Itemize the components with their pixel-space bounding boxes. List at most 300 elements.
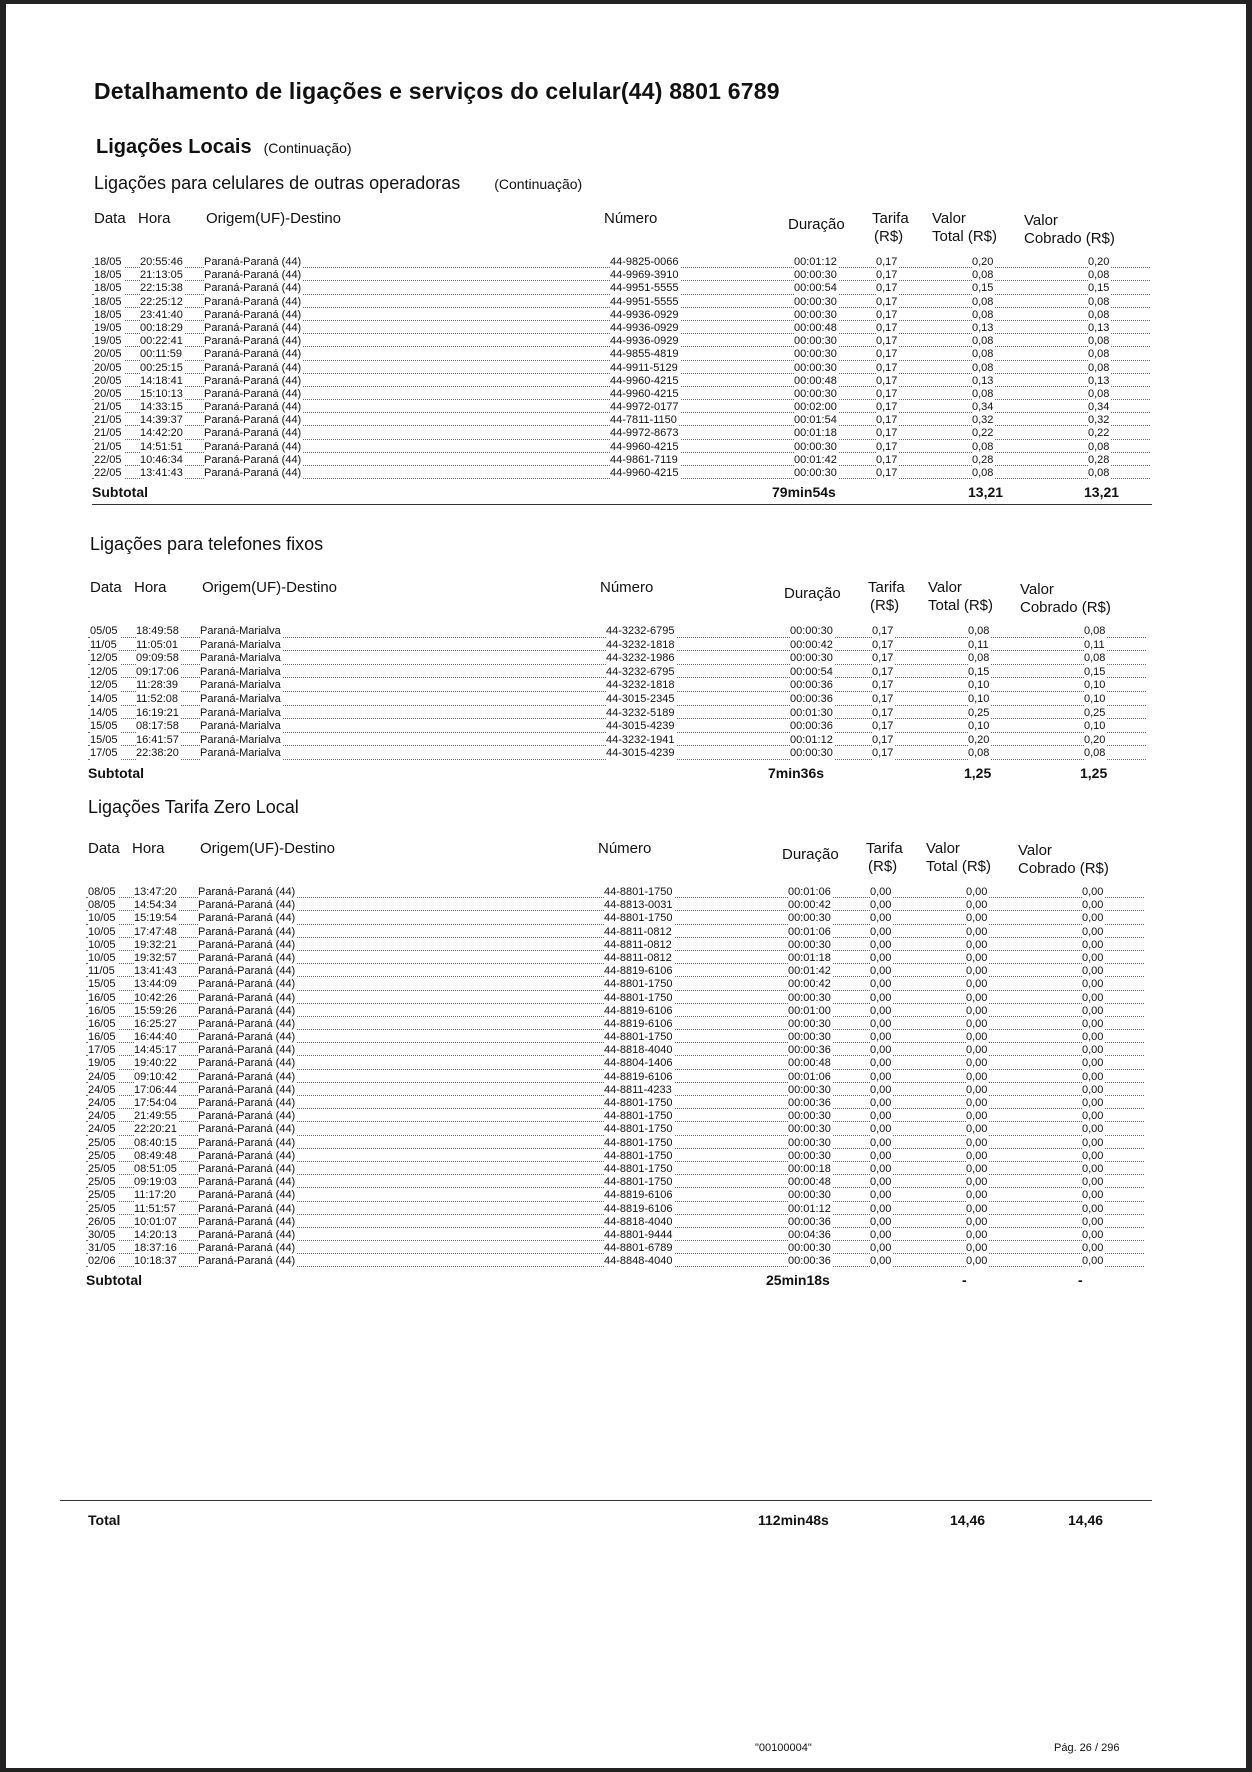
cell-rate: 0,17	[876, 282, 898, 295]
cell-rate: 0,17	[872, 652, 894, 665]
cell-total: 0,00	[966, 1136, 988, 1149]
cell-time: 11:51:57	[134, 1202, 177, 1215]
call-row	[86, 1242, 1166, 1255]
cell-rate: 0,00	[870, 925, 892, 938]
cell-route: Paraná-Paraná (44)	[204, 427, 302, 440]
cell-route: Paraná-Paraná (44)	[198, 978, 296, 991]
cell-total: 0,08	[972, 361, 994, 374]
cell-date: 17/05	[90, 747, 118, 760]
cell-number: 44-9960-4215	[610, 467, 679, 479]
cell-time: 09:10:42	[134, 1070, 177, 1083]
cell-charged: 0,08	[1088, 269, 1110, 282]
column-header: Cobrado (R$)	[1024, 230, 1115, 247]
subtotal-label: Subtotal	[92, 484, 148, 501]
cell-charged: 0,08	[1088, 348, 1110, 361]
cell-number: 44-9861-7119	[610, 453, 678, 466]
cell-charged: 0,00	[1082, 1004, 1104, 1017]
cell-rate: 0,00	[870, 1228, 892, 1241]
cell-total: 0,00	[966, 1031, 988, 1044]
cell-date: 10/05	[88, 912, 116, 925]
call-row	[86, 1031, 1166, 1044]
column-header: Valor	[1024, 212, 1058, 229]
cell-rate: 0,17	[872, 706, 894, 719]
cell-number: 44-8801-1750	[604, 978, 673, 991]
group-title	[88, 797, 299, 818]
call-row	[86, 1229, 1166, 1242]
cell-number: 44-8801-1750	[604, 912, 673, 925]
cell-charged: 0,00	[1082, 1189, 1104, 1202]
cell-charged: 0,00	[1082, 912, 1104, 925]
cell-duration: 00:00:36	[790, 720, 833, 733]
cell-total: 0,10	[968, 679, 990, 692]
call-row	[88, 707, 1168, 721]
cell-time: 19:32:57	[134, 951, 177, 964]
cell-duration: 00:01:18	[788, 951, 831, 964]
cell-date: 15/05	[90, 720, 118, 733]
cell-route: Paraná-Paraná (44)	[198, 1110, 296, 1123]
cell-time: 16:25:27	[134, 1017, 177, 1030]
cell-duration: 00:00:36	[788, 1097, 831, 1109]
cell-time: 14:51:51	[140, 440, 183, 453]
cell-charged: 0,13	[1088, 374, 1110, 387]
cell-charged: 0,00	[1082, 1097, 1104, 1109]
cell-date: 25/05	[88, 1162, 116, 1175]
total-charged: 14,46	[1068, 1512, 1104, 1528]
cell-charged: 0,08	[1088, 295, 1110, 308]
call-row	[86, 1110, 1166, 1123]
cell-charged: 0,00	[1082, 1044, 1104, 1057]
cell-total: 0,13	[972, 321, 994, 334]
cell-time: 19:32:21	[134, 938, 177, 951]
cell-rate: 0,00	[870, 1255, 892, 1268]
cell-rate: 0,17	[872, 747, 894, 760]
cell-time: 08:49:48	[134, 1149, 177, 1162]
cell-charged: 0,00	[1082, 899, 1104, 912]
cell-date: 10/05	[88, 925, 116, 938]
cell-duration: 00:00:30	[788, 1242, 831, 1255]
cell-time: 09:17:06	[136, 665, 179, 678]
call-row	[88, 639, 1168, 653]
cell-rate: 0,17	[872, 720, 894, 733]
cell-duration: 00:00:36	[790, 679, 833, 692]
cell-number: 44-9855-4819	[610, 348, 679, 361]
cell-number: 44-9951-5555	[610, 282, 679, 295]
cell-time: 17:47:48	[134, 925, 177, 938]
cell-number: 44-8818-4040	[604, 1215, 673, 1228]
cell-total: 0,00	[966, 1189, 988, 1202]
cell-time: 14:18:41	[140, 374, 183, 387]
column-header: Data	[90, 579, 122, 596]
call-table	[92, 210, 1172, 505]
call-row	[86, 886, 1166, 899]
cell-route: Paraná-Marialva	[200, 733, 281, 746]
cell-total: 0,00	[966, 1255, 988, 1268]
cell-time: 08:17:58	[136, 720, 179, 733]
cell-route: Paraná-Paraná (44)	[198, 965, 296, 978]
cell-charged: 0,00	[1082, 1083, 1104, 1096]
call-row	[88, 679, 1168, 693]
cell-total: 0,08	[968, 652, 990, 665]
cell-total: 0,08	[972, 269, 994, 282]
call-row	[86, 1137, 1166, 1150]
cell-date: 10/05	[88, 951, 116, 964]
cell-date: 02/06	[88, 1255, 116, 1268]
column-header: Data	[94, 210, 126, 227]
cell-time: 19:40:22	[134, 1057, 177, 1070]
cell-date: 05/05	[90, 625, 118, 637]
cell-number: 44-3232-1818	[606, 638, 675, 651]
cell-charged: 0,00	[1082, 1070, 1104, 1083]
cell-charged: 0,00	[1082, 978, 1104, 991]
cell-route: Paraná-Paraná (44)	[204, 440, 302, 453]
cell-rate: 0,00	[870, 1202, 892, 1215]
cell-date: 20/05	[94, 348, 122, 361]
subtotal-duration: 7min36s	[768, 764, 825, 781]
cell-total: 0,00	[966, 1044, 988, 1057]
cell-number: 44-8801-6789	[604, 1242, 673, 1255]
cell-duration: 00:00:54	[790, 665, 833, 678]
cell-route: Paraná-Paraná (44)	[198, 1255, 296, 1268]
cell-date: 21/05	[94, 427, 122, 440]
cell-date: 14/05	[90, 692, 118, 705]
cell-duration: 00:00:30	[790, 652, 833, 665]
cell-time: 22:20:21	[134, 1123, 177, 1136]
column-header: Data	[88, 840, 120, 857]
cell-total: 0,34	[972, 401, 994, 414]
cell-number: 44-9936-0929	[610, 308, 679, 321]
cell-duration: 00:00:48	[788, 1176, 831, 1189]
cell-number: 44-8801-1750	[604, 1031, 673, 1044]
cell-charged: 0,32	[1088, 414, 1110, 427]
column-header: Total (R$)	[926, 858, 992, 875]
column-header: Número	[598, 840, 652, 857]
cell-date: 10/05	[88, 938, 116, 951]
column-header: Hora	[134, 579, 167, 596]
column-header: Valor	[1018, 842, 1052, 859]
cell-number: 44-9972-0177	[610, 401, 679, 414]
cell-charged: 0,08	[1088, 440, 1110, 453]
cell-rate: 0,00	[870, 1176, 892, 1189]
column-header: Tarifa	[872, 210, 909, 227]
cell-rate: 0,17	[876, 387, 898, 400]
group-title-text: Ligações para telefones fixos	[90, 534, 324, 554]
cell-date: 08/05	[88, 886, 116, 898]
cell-date: 15/05	[90, 733, 118, 746]
cell-route: Paraná-Paraná (44)	[198, 951, 296, 964]
cell-charged: 0,20	[1088, 256, 1110, 268]
cell-duration: 00:01:06	[788, 886, 831, 898]
cell-number: 44-8811-0812	[604, 951, 672, 964]
cell-number: 44-8801-1750	[604, 1176, 673, 1189]
cell-charged: 0,15	[1088, 282, 1110, 295]
cell-date: 11/05	[88, 965, 115, 978]
cell-total: 0,00	[966, 1242, 988, 1255]
cell-duration: 00:04:36	[788, 1228, 831, 1241]
column-header: (R$)	[870, 597, 900, 614]
cell-time: 18:37:16	[134, 1242, 177, 1255]
cell-date: 22/05	[94, 453, 122, 466]
cell-date: 26/05	[88, 1215, 116, 1228]
cell-time: 16:41:57	[136, 733, 179, 746]
cell-rate: 0,00	[870, 1017, 892, 1030]
cell-date: 16/05	[88, 1017, 116, 1030]
call-row	[92, 454, 1172, 467]
cell-time: 20:55:46	[140, 256, 183, 268]
subtotal-label: Subtotal	[88, 764, 144, 781]
cell-number: 44-8801-1750	[604, 1149, 673, 1162]
cell-number: 44-8801-1750	[604, 1162, 673, 1175]
cell-date: 12/05	[90, 679, 118, 692]
cell-charged: 0,10	[1084, 692, 1106, 705]
cell-total: 0,10	[968, 692, 990, 705]
cell-total: 0,08	[972, 295, 994, 308]
cell-charged: 0,00	[1082, 1202, 1104, 1215]
cell-number: 44-8801-1750	[604, 886, 673, 898]
cell-charged: 0,00	[1082, 1110, 1104, 1123]
cell-charged: 0,10	[1084, 720, 1106, 733]
cell-route: Paraná-Paraná (44)	[198, 1031, 296, 1044]
call-row	[86, 899, 1166, 912]
subtotal-total: 1,25	[964, 764, 992, 781]
cell-date: 24/05	[88, 1083, 116, 1096]
cell-total: 0,00	[966, 1097, 988, 1109]
cell-time: 14:42:20	[140, 427, 183, 440]
call-row	[92, 296, 1172, 309]
cell-number: 44-8819-6106	[604, 1004, 673, 1017]
cell-time: 11:17:20	[134, 1189, 177, 1202]
cell-total: 0,08	[968, 625, 990, 637]
cell-duration: 00:00:48	[794, 374, 837, 387]
cell-route: Paraná-Paraná (44)	[198, 1004, 296, 1017]
cell-time: 08:40:15	[134, 1136, 177, 1149]
cell-duration: 00:01:30	[790, 706, 833, 719]
cell-number: 44-9960-4215	[610, 387, 679, 400]
cell-date: 25/05	[88, 1149, 116, 1162]
cell-date: 17/05	[88, 1044, 116, 1057]
column-header: Total (R$)	[928, 597, 994, 614]
cell-total: 0,00	[966, 1202, 988, 1215]
cell-time: 11:52:08	[136, 692, 179, 705]
cell-duration: 00:00:48	[794, 321, 837, 334]
cell-number: 44-3015-2345	[606, 692, 675, 705]
cell-number: 44-3232-5189	[606, 706, 675, 719]
cell-total: 0,32	[972, 414, 994, 427]
cell-total: 0,00	[966, 1083, 988, 1096]
column-header: Número	[604, 210, 658, 227]
cell-route: Paraná-Paraná (44)	[198, 938, 296, 951]
call-row	[86, 939, 1166, 952]
cell-total: 0,15	[972, 282, 994, 295]
cell-total: 0,00	[966, 1110, 988, 1123]
cell-time: 14:39:37	[140, 414, 183, 427]
call-row	[86, 1018, 1166, 1031]
cell-total: 0,15	[968, 665, 990, 678]
column-header: Valor	[926, 840, 960, 857]
cell-total: 0,00	[966, 1162, 988, 1175]
column-header: Hora	[132, 840, 165, 857]
cell-duration: 00:00:30	[788, 1031, 831, 1044]
cell-duration: 00:01:00	[788, 1004, 831, 1017]
cell-number: 44-3015-4239	[606, 720, 675, 733]
cell-rate: 0,17	[876, 348, 898, 361]
cell-duration: 00:00:48	[788, 1057, 831, 1070]
cell-time: 14:45:17	[134, 1044, 177, 1057]
subtotal-row	[88, 761, 1168, 783]
call-row	[88, 666, 1168, 680]
column-header: Valor	[932, 210, 966, 227]
cell-date: 18/05	[94, 295, 122, 308]
cell-route: Paraná-Marialva	[200, 720, 281, 733]
cell-rate: 0,17	[876, 453, 898, 466]
cell-total: 0,00	[966, 978, 988, 991]
cell-route: Paraná-Paraná (44)	[198, 912, 296, 925]
subtotal-row	[92, 480, 1172, 502]
cell-time: 17:06:44	[134, 1083, 177, 1096]
cell-time: 21:49:55	[134, 1110, 177, 1123]
call-row	[92, 388, 1172, 401]
subtotal-charged: 13,21	[1084, 484, 1120, 501]
cell-route: Paraná-Paraná (44)	[198, 886, 296, 898]
cell-total: 0,08	[972, 348, 994, 361]
cell-number: 44-9936-0929	[610, 335, 679, 348]
cell-number: 44-8848-4040	[604, 1255, 673, 1268]
cell-duration: 00:00:30	[788, 938, 831, 951]
cell-date: 12/05	[90, 652, 118, 665]
column-header: Número	[600, 579, 654, 596]
cell-route: Paraná-Paraná (44)	[204, 295, 302, 308]
call-row	[92, 362, 1172, 375]
cell-rate: 0,17	[872, 638, 894, 651]
cell-date: 12/05	[90, 665, 118, 678]
cell-number: 44-8804-1406	[604, 1057, 673, 1070]
total-rule	[60, 1500, 1152, 1501]
cell-rate: 0,17	[876, 414, 898, 427]
cell-date: 16/05	[88, 991, 116, 1004]
column-header: Duração	[782, 846, 839, 863]
cell-time: 13:41:43	[134, 965, 177, 978]
cell-route: Paraná-Paraná (44)	[204, 321, 302, 334]
column-header: Duração	[784, 585, 841, 602]
cell-date: 24/05	[88, 1070, 116, 1083]
cell-duration: 00:01:54	[794, 414, 837, 427]
cell-rate: 0,17	[872, 692, 894, 705]
call-row	[88, 693, 1168, 707]
cell-charged: 0,00	[1082, 1149, 1104, 1162]
call-row	[92, 375, 1172, 388]
cell-rate: 0,00	[870, 1004, 892, 1017]
cell-total: 0,20	[968, 733, 990, 746]
cell-rate: 0,00	[870, 1242, 892, 1255]
cell-time: 10:46:34	[140, 453, 183, 466]
cell-route: Paraná-Paraná (44)	[204, 348, 302, 361]
cell-charged: 0,25	[1084, 706, 1106, 719]
cell-date: 24/05	[88, 1123, 116, 1136]
cell-charged: 0,00	[1082, 1017, 1104, 1030]
cell-number: 44-3232-6795	[606, 625, 675, 637]
cell-charged: 0,00	[1082, 938, 1104, 951]
cell-rate: 0,00	[870, 1123, 892, 1136]
cell-rate: 0,00	[870, 1057, 892, 1070]
cell-total: 0,22	[972, 427, 994, 440]
cell-duration: 00:01:06	[788, 925, 831, 938]
cell-route: Paraná-Paraná (44)	[198, 1083, 296, 1096]
cell-route: Paraná-Paraná (44)	[198, 1123, 296, 1136]
cell-duration: 00:00:30	[794, 308, 837, 321]
cell-date: 30/05	[88, 1228, 116, 1241]
call-row	[86, 1057, 1166, 1070]
total-label: Total	[88, 1512, 121, 1528]
cell-time: 23:41:40	[140, 308, 183, 321]
section-note: (Continuação)	[263, 140, 352, 156]
cell-date: 15/05	[88, 978, 116, 991]
cell-duration: 00:00:36	[790, 692, 833, 705]
cell-date: 21/05	[94, 401, 122, 414]
cell-time: 18:49:58	[136, 625, 179, 637]
cell-route: Paraná-Paraná (44)	[204, 282, 302, 295]
call-row	[86, 1255, 1166, 1268]
column-headers	[88, 579, 1168, 625]
cell-route: Paraná-Paraná (44)	[198, 1228, 296, 1241]
cell-charged: 0,15	[1084, 665, 1106, 678]
cell-charged: 0,08	[1084, 747, 1106, 760]
cell-number: 44-3232-1818	[606, 679, 675, 692]
cell-number: 44-8801-9444	[604, 1228, 673, 1241]
cell-number: 44-8801-1750	[604, 1097, 673, 1109]
cell-route: Paraná-Paraná (44)	[198, 1189, 296, 1202]
subtotal-row	[86, 1268, 1166, 1290]
cell-duration: 00:01:06	[788, 1070, 831, 1083]
cell-number: 44-8818-4040	[604, 1044, 673, 1057]
cell-route: Paraná-Paraná (44)	[198, 991, 296, 1004]
cell-charged: 0,34	[1088, 401, 1110, 414]
cell-route: Paraná-Paraná (44)	[198, 1017, 296, 1030]
cell-number: 44-9972-8673	[610, 427, 679, 440]
cell-route: Paraná-Paraná (44)	[198, 1215, 296, 1228]
cell-number: 44-8801-1750	[604, 991, 673, 1004]
call-row	[86, 1163, 1166, 1176]
cell-time: 22:38:20	[136, 747, 179, 760]
cell-total: 0,13	[972, 374, 994, 387]
cell-duration: 00:00:30	[788, 1083, 831, 1096]
cell-time: 17:54:04	[134, 1097, 177, 1109]
cell-number: 44-9936-0929	[610, 321, 679, 334]
cell-date: 21/05	[94, 440, 122, 453]
cell-charged: 0,10	[1084, 679, 1106, 692]
call-row	[92, 427, 1172, 440]
cell-date: 14/05	[90, 706, 118, 719]
cell-total: 0,08	[972, 467, 994, 479]
cell-time: 21:13:05	[140, 269, 183, 282]
cell-route: Paraná-Paraná (44)	[198, 1242, 296, 1255]
cell-duration: 00:01:18	[794, 427, 837, 440]
cell-duration: 00:00:30	[788, 1123, 831, 1136]
column-header: Duração	[788, 216, 845, 233]
group-note: (Continuação)	[494, 176, 583, 192]
cell-route: Paraná-Paraná (44)	[198, 899, 296, 912]
cell-number: 44-9960-4215	[610, 374, 679, 387]
cell-date: 16/05	[88, 1004, 116, 1017]
cell-date: 20/05	[94, 387, 122, 400]
cell-rate: 0,00	[870, 1070, 892, 1083]
call-row	[92, 401, 1172, 414]
cell-total: 0,00	[966, 1017, 988, 1030]
cell-date: 16/05	[88, 1031, 116, 1044]
cell-charged: 0,08	[1084, 652, 1106, 665]
cell-date: 31/05	[88, 1242, 116, 1255]
cell-rate: 0,00	[870, 938, 892, 951]
call-row	[86, 992, 1166, 1005]
cell-number: 44-8801-1750	[604, 1136, 673, 1149]
